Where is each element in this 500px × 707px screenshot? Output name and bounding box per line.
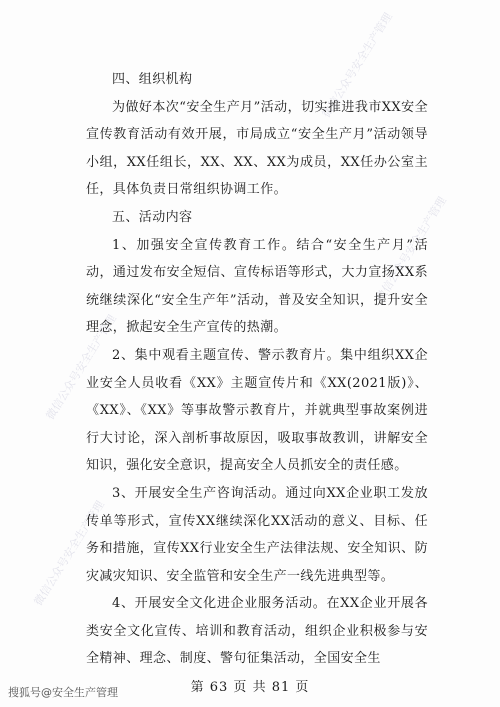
source-watermark: 搜狐号@安全生产管理 (8, 686, 118, 699)
paragraph-activity-4: 4、开展安全文化进企业服务活动。在XX企业开展各类安全文化宣传、培训和教育活动，组织企业积极参与安全精神、理念、制度、警句征集活动，全国安全生 (86, 596, 428, 667)
watermark-text: 微信公众号安全生产管理 (43, 312, 119, 422)
watermark-text: 微信公众号安全生产管理 (373, 194, 449, 304)
paragraph-activity-2: 2、集中观看主题宣传、警示教育片。集中组织XX企业安全人员收看《XX》主题宣传片和《XX(2021版)》、《XX》、《XX》等事故警示教育片，并就典型事故案例进行大讨论，深入剖析事故原因，吸取事故教训，讲解安全知识，强化安全意识，提高安全人员抓安全的责任感。 (86, 347, 428, 474)
watermark-text: 微信公众号安全生产管理 (31, 498, 107, 608)
section-heading-activities: 五、活动内容 (112, 209, 193, 225)
page-number: 第 63 页 共 81 页 (190, 680, 310, 695)
paragraph-activity-3: 3、开展安全生产咨询活动。通过向XX企业职工发放传单等形式，宣传XX继续深化XX活动的意义、目标、任务和措施，宣传XX行业安全生产法律法规、安全知识、防灾减灾知识、安全监管和安全生产一线先进典型等。 (86, 485, 428, 584)
watermark-text: 微信公众号安全生产管理 (319, 10, 395, 120)
paragraph-organization: 为做好本次“安全生产月”活动，切实推进我市XX安全宣传教育活动有效开展，市局成立“安全生产月”活动领导小组，XX任组长，XX、XX、XX为成员，XX任办公室主任，具体负责日常组织协调工作。 (86, 99, 428, 198)
document-body (86, 66, 428, 673)
paragraph-activity-1: 1、加强安全宣传教育工作。结合“安全生产月”活动，通过发布安全短信、宣传标语等形式，大力宣扬XX系统继续深化“安全生产年”活动，普及安全知识，提升安全理念，掀起安全生产宣传的热潮。 (86, 237, 428, 336)
section-heading-organization: 四、组织机构 (112, 72, 193, 87)
